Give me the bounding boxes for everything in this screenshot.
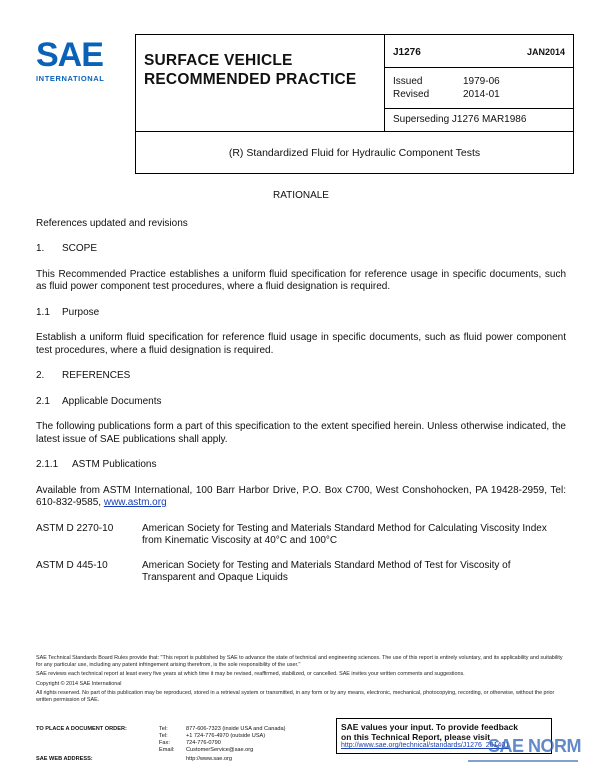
rationale-heading: RATIONALE [273, 190, 329, 201]
watermark-bar [468, 760, 578, 762]
section-number: 2. [36, 370, 45, 381]
reference-text: American Society for Testing and Materials Standard Method of Test for Viscosity of Transparent and Opaque Liquids [142, 559, 511, 583]
section-number: 1.1 [36, 306, 50, 318]
astm-address: Available from ASTM International, 100 Barr Harbor Drive, P.O. Box C700, West Conshohocken, PA 19428-2959, Tel: 610-832-9585, [36, 484, 566, 508]
section-title: SCOPE [62, 243, 98, 254]
document-category [144, 51, 356, 89]
document-title: (R) Standardized Fluid for Hydraulic Component Tests [228, 147, 481, 159]
tel-label: Tel: [159, 726, 168, 732]
tel-value: 877-606-7323 (inside USA and Canada) [186, 726, 286, 732]
section-heading [36, 307, 566, 320]
section-title: Purpose [62, 306, 100, 318]
tel2-label: Tel: [159, 733, 168, 739]
web-label: SAE WEB ADDRESS: [36, 756, 93, 762]
section-title: Applicable Documents [62, 395, 162, 407]
footer-paragraph: SAE reviews each technical report at least every five years at which time it may be revised, reaffirmed, stabilized, or cancelled. SAE invites your written comments and suggestions. [36, 671, 465, 678]
doc-info-cell [385, 35, 573, 131]
issued-value: 1979-06 [463, 76, 500, 87]
category-line-2: RECOMMENDED PRACTICE [144, 71, 357, 88]
fax-value: 724-776-0790 [186, 740, 221, 746]
feedback-line-1: SAE values your input. To provide feedback [341, 722, 518, 732]
header-box [135, 34, 574, 132]
section-heading [36, 459, 566, 472]
order-label: TO PLACE A DOCUMENT ORDER: [36, 726, 127, 732]
sae-norm-watermark: SAE NORM [488, 736, 582, 756]
purpose-paragraph: Establish a uniform fluid specification for reference fluid usage in specific documents, such as fluid power component test procedures, where a fluid designation is required. [36, 332, 566, 356]
web-link[interactable]: http://www.sae.org [186, 756, 233, 762]
rationale-text: References updated and revisions [36, 217, 188, 229]
section-heading [36, 396, 566, 409]
title-box [135, 131, 574, 174]
legal-footer [36, 655, 566, 706]
section-title: REFERENCES [62, 370, 131, 381]
tel2-value: +1 724-776-4970 (outside USA) [186, 733, 266, 739]
logo-mark: SAE [36, 36, 103, 74]
copyright: Copyright © 2014 SAE International [36, 680, 122, 687]
document-body [36, 190, 566, 597]
category-line-1: SURFACE VEHICLE [144, 52, 293, 69]
astm-address-paragraph [36, 485, 566, 510]
fax-label: Fax: [159, 740, 170, 746]
issued-label: Issued [393, 76, 423, 87]
section-number: 2.1 [36, 395, 50, 407]
divider [385, 67, 573, 68]
document-date: JAN2014 [526, 47, 565, 57]
footer-paragraph: All rights reserved. No part of this publication may be reproduced, stored in a retrieval system or transmitted, in any form or by any means, electronic, mechanical, photocopying, recording, or otherwise, without the prior written permission of SAE. [36, 689, 555, 704]
reference-item [36, 560, 566, 585]
superseding: Superseding J1276 MAR1986 [393, 114, 527, 125]
reference-code: ASTM D 2270-10 [36, 522, 114, 534]
email-value[interactable]: CustomerService@sae.org [186, 747, 254, 753]
sae-logo [36, 38, 116, 83]
revised-label: Revised [393, 89, 430, 100]
logo-subtitle: INTERNATIONAL [36, 74, 105, 83]
revised-value: 2014-01 [463, 89, 500, 100]
category-cell [136, 35, 385, 131]
astm-link[interactable]: www.astm.org [103, 497, 167, 508]
footer-paragraph: SAE Technical Standards Board Rules provide that: "This report is published by SAE to advance the state of technical and engineering sciences. The use of this report is entirely voluntary, and its applicability and suitability for any particular use, including any patent infringement arising therefrom, is the sole responsibility of the user." [36, 655, 563, 669]
section-title: ASTM Publications [72, 459, 157, 470]
revised-row [393, 89, 500, 100]
reference-text: American Society for Testing and Materials Standard Method for Calculating Viscosity Index from Kinematic Viscosity at 40°C and 100°C [142, 522, 547, 546]
section-number: 2.1.1 [36, 459, 59, 470]
scope-paragraph: This Recommended Practice establishes a uniform fluid specification for reference usage in specific documents, such as fluid power component test procedures, where a fluid designation is required. [36, 268, 566, 292]
reference-code: ASTM D 445-10 [36, 559, 108, 571]
section-heading [36, 370, 566, 383]
applicable-documents-paragraph: The following publications form a part of this specification to the extent specified herein. Unless otherwise indicated, the latest issue of SAE publications shall apply. [36, 421, 566, 445]
document-number: J1276 [393, 47, 421, 58]
issued-row [393, 76, 500, 87]
reference-item [36, 523, 566, 548]
feedback-line-2: on this Technical Report, please visit [341, 732, 491, 742]
feedback-link[interactable]: http://www.sae.org/technical/standards/J1276_201401 [341, 742, 510, 749]
section-number: 1. [36, 243, 45, 254]
email-label: Email: [159, 747, 175, 753]
divider [385, 108, 573, 109]
section-heading [36, 243, 566, 256]
